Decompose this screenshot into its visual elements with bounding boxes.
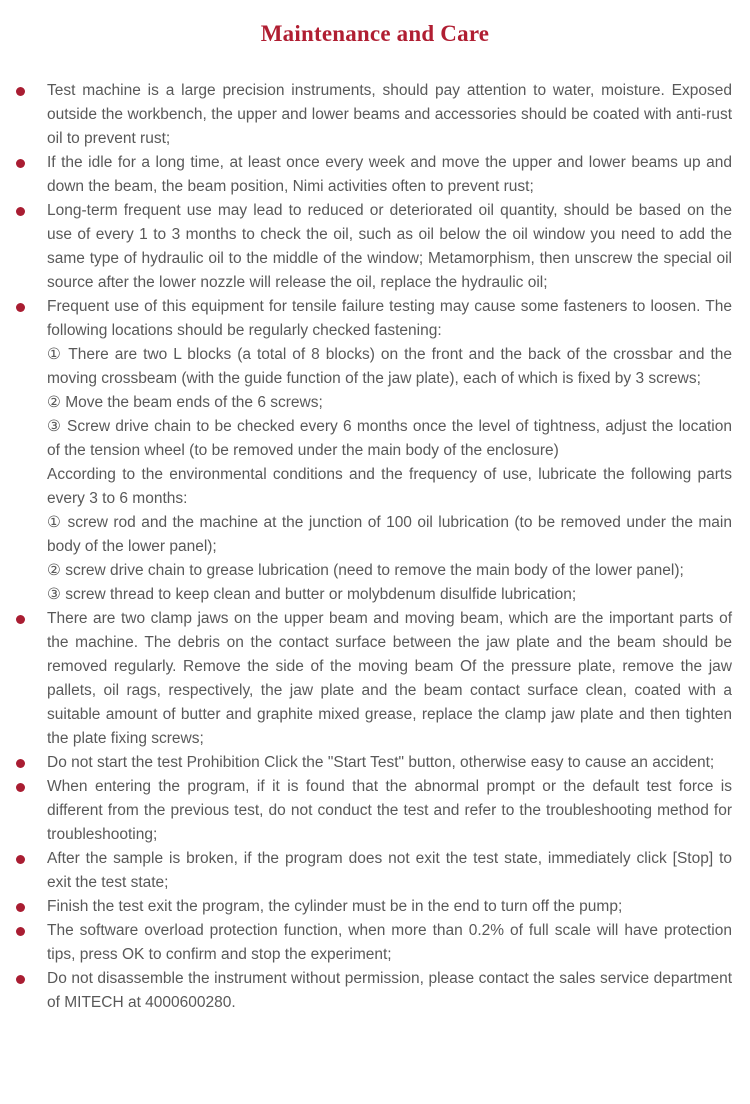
bullet-icon: [16, 87, 25, 96]
paragraph: If the idle for a long time, at least once every week and move the upper and lower beams up and down the beam, the beam position, Nimi activities often to prevent rust;: [47, 154, 732, 195]
bullet-icon: [16, 615, 25, 624]
bullet-icon: [16, 855, 25, 864]
paragraph: ③ screw thread to keep clean and butter or molybdenum disulfide lubrication;: [47, 586, 577, 603]
bullet-list: [0, 79, 750, 1015]
paragraph: After the sample is broken, if the program does not exit the test state, immediately click [Stop] to exit the test state;: [47, 850, 732, 891]
paragraph: ① There are two L blocks (a total of 8 blocks) on the front and the back of the crossbar and the moving crossbeam (with the guide function of the jaw plate), each of which is fixed by 3 screws;: [47, 346, 732, 387]
list-item: [0, 607, 732, 751]
paragraph: There are two clamp jaws on the upper beam and moving beam, which are the important parts of the machine. The debris on the contact surface between the jaw plate and the beam should be removed regularly. Remove the side of the moving beam Of the pressure plate, remove the jaw pallets, oil rags, respectively, the jaw plate and the beam contact surface clean, coated with a suitable amount of butter and graphite mixed grease, replace the clamp jaw plate and then tighten the plate fixing screws;: [47, 610, 732, 747]
bullet-icon: [16, 207, 25, 216]
paragraph: Frequent use of this equipment for tensile failure testing may cause some fasteners to loosen. The following locations should be regularly checked fastening:: [47, 298, 732, 339]
list-item: [0, 775, 732, 847]
list-item: [0, 295, 732, 607]
bullet-icon: [16, 927, 25, 936]
paragraph: Test machine is a large precision instruments, should pay attention to water, moisture. Exposed outside the workbench, the upper and lower beams and accessories should be coated with anti-rust oil to prevent rust;: [47, 82, 732, 147]
paragraph: When entering the program, if it is found that the abnormal prompt or the default test force is different from the previous test, do not conduct the test and refer to the troubleshooting method for troubleshooting;: [47, 778, 732, 843]
list-item: [0, 751, 732, 775]
paragraph: ③ Screw drive chain to be checked every 6 months once the level of tightness, adjust the location of the tension wheel (to be removed under the main body of the enclosure): [47, 418, 732, 459]
list-item: [0, 199, 732, 295]
paragraph: ② screw drive chain to grease lubrication (need to remove the main body of the lower panel);: [47, 562, 684, 579]
paragraph: The software overload protection function, when more than 0.2% of full scale will have protection tips, press OK to confirm and stop the experiment;: [47, 922, 732, 963]
bullet-icon: [16, 759, 25, 768]
paragraph: ① screw rod and the machine at the junction of 100 oil lubrication (to be removed under the main body of the lower panel);: [47, 514, 732, 555]
list-item: [0, 967, 732, 1015]
paragraph: Do not disassemble the instrument without permission, please contact the sales service department of MITECH at 4000600280.: [47, 970, 732, 1011]
list-item: [0, 151, 732, 199]
list-item: [0, 847, 732, 895]
paragraph: Long-term frequent use may lead to reduced or deteriorated oil quantity, should be based on the use of every 1 to 3 months to check the oil, such as oil below the oil window you need to add the same type of hydraulic oil to the middle of the window; Metamorphism, then unscrew the special oil source after the lower nozzle will release the oil, replace the hydraulic oil;: [47, 202, 732, 291]
bullet-icon: [16, 903, 25, 912]
page-title: Maintenance and Care: [260, 21, 490, 46]
paragraph: Do not start the test Prohibition Click the "Start Test" button, otherwise easy to cause an accident;: [47, 754, 715, 771]
bullet-icon: [16, 159, 25, 168]
paragraph: According to the environmental conditions and the frequency of use, lubricate the following parts every 3 to 6 months:: [47, 466, 732, 507]
paragraph: ② Move the beam ends of the 6 screws;: [47, 394, 323, 411]
list-item: [0, 895, 732, 919]
paragraph: Finish the test exit the program, the cylinder must be in the end to turn off the pump;: [47, 898, 623, 915]
bullet-icon: [16, 783, 25, 792]
bullet-icon: [16, 975, 25, 984]
bullet-icon: [16, 303, 25, 312]
list-item: [0, 79, 732, 151]
list-item: [0, 919, 732, 967]
